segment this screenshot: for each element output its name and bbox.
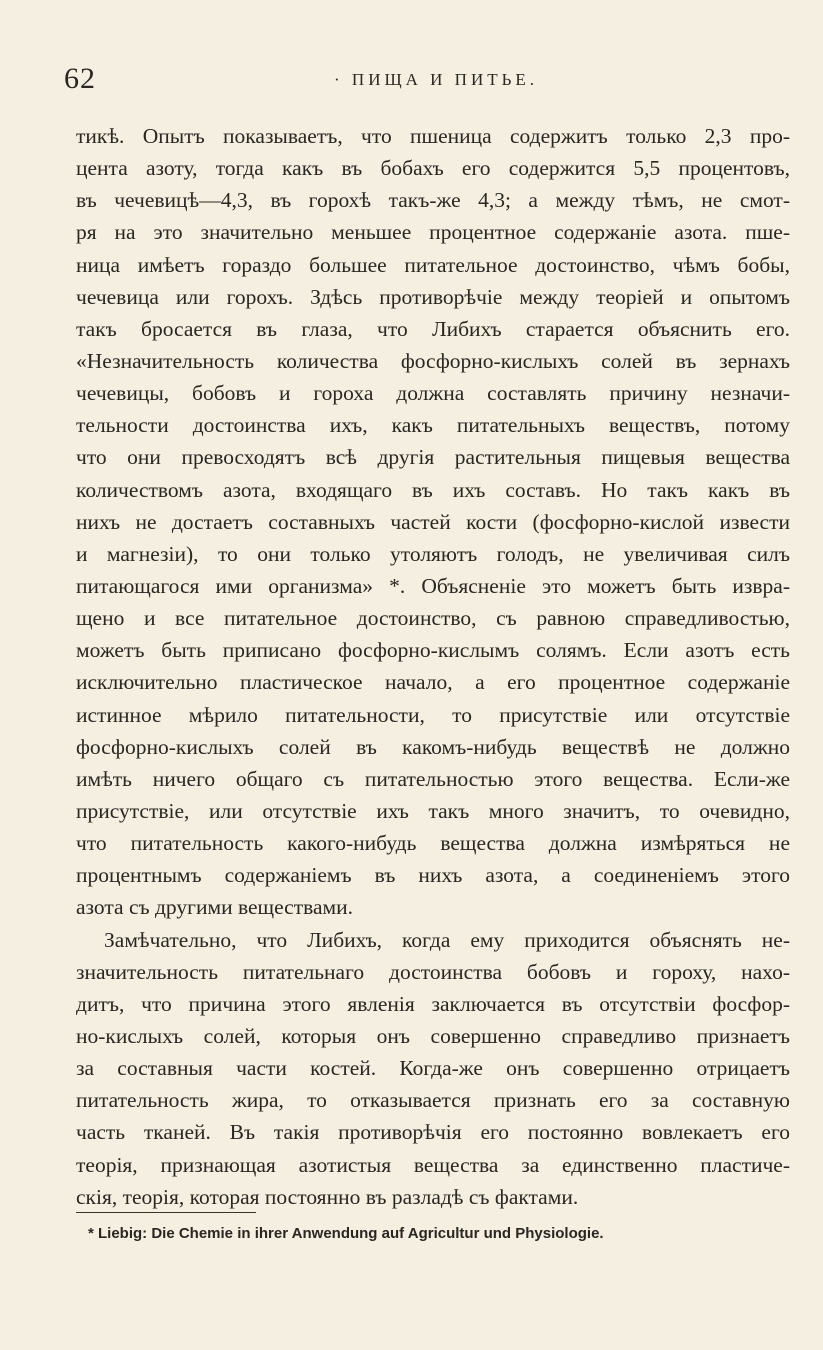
text-line: «Незначительность количества фосфорно-кислыхъ солей въ зернахъ xyxy=(76,348,790,373)
text-line: ница имѣетъ гораздо большее питательное достоинство, чѣмъ бобы, xyxy=(76,252,790,277)
text-line: процентнымъ содержаніемъ въ нихъ азота, а соединеніемъ этого xyxy=(76,863,790,888)
text-line: имѣть ничего общаго съ питательностью этого вещества. Если-же xyxy=(76,766,790,791)
text-line: присутствіе, или отсутствіе ихъ такъ много значитъ, то очевидно, xyxy=(76,798,790,823)
text-line: тикѣ. Опытъ показываетъ, что пшеница содержитъ только 2,3 про- xyxy=(76,124,790,148)
text-line: ря на это значительно меньшее процентное содержаніе азота. пше- xyxy=(76,220,790,245)
text-line: можетъ быть приписано фосфорно-кислымъ солямъ. Если азотъ есть xyxy=(76,638,790,663)
text-line: и магнезіи), то они только утоляютъ голодъ, не увеличивая силъ xyxy=(76,541,790,566)
text-line: за составныя части костей. Когда-же онъ совершенно отрицаетъ xyxy=(76,1056,790,1081)
text-line: Замѣчательно, что Либихъ, когда ему приходится объяснять не- xyxy=(104,927,790,952)
text-line: чечевица или горохъ. Здѣсь противорѣчіе между теоріей и опытомъ xyxy=(76,284,790,309)
body-text xyxy=(76,120,790,1213)
footnote-divider xyxy=(76,1212,256,1213)
text-line: азота съ другими веществами. xyxy=(76,895,353,920)
text-line: но-кислыхъ солей, которыя онъ совершенно справедливо признаетъ xyxy=(76,1023,790,1048)
text-line: теорія, признающая азотистыя вещества за единственно пластиче- xyxy=(76,1152,790,1177)
text-line: фосфорно-кислыхъ солей въ какомъ-нибудь веществѣ не должно xyxy=(76,734,790,759)
text-line: истинное мѣрило питательности, то присутствіе или отсутствіе xyxy=(76,702,790,727)
text-line: что питательность какого-нибудь вещества должна измѣряться не xyxy=(76,831,790,856)
running-title: · ПИЩА И ПИТЬЕ. xyxy=(334,70,539,89)
text-line: нихъ не достаетъ составныхъ частей кости (фосфорно-кислой извести xyxy=(76,509,790,534)
text-line: скія, теорія, которая постоянно въ разладѣ съ фактами. xyxy=(76,1184,579,1209)
paragraph xyxy=(76,924,790,1213)
text-line: щено и все питательное достоинство, съ равною справедливостью, xyxy=(76,606,790,631)
page-header xyxy=(64,62,764,98)
text-line: въ чечевицѣ—4,3, въ горохѣ такъ-же 4,3; а между тѣмъ, не смот- xyxy=(76,188,790,213)
text-line: значительность питательнаго достоинства бобовъ и гороху, нахо- xyxy=(76,959,790,984)
text-line: питательность жира, то отказывается признать его за составную xyxy=(76,1088,790,1113)
text-line: исключительно пластическое начало, а его процентное содержаніе xyxy=(76,670,790,695)
page-number: 62 xyxy=(64,62,96,95)
text-line: дитъ, что причина этого явленія заключается въ отсутствіи фосфор- xyxy=(76,991,790,1016)
text-line: тельности достоинства ихъ, какъ питательныхъ веществъ, потому xyxy=(76,413,790,438)
text-line: цента азоту, тогда какъ въ бобахъ его содержится 5,5 процентовъ, xyxy=(76,156,790,181)
text-line: питающагося ими организма» *. Объясненіе это можетъ быть извра- xyxy=(76,573,790,598)
text-line: чечевицы, бобовъ и гороха должна составлять причину незначи- xyxy=(76,381,790,406)
text-line: часть тканей. Въ такія противорѣчія его постоянно вовлекаетъ его xyxy=(76,1120,790,1145)
text-line: что они превосходятъ всѣ другія растительныя пищевыя вещества xyxy=(76,445,790,470)
footnote: * Liebig: Die Chemie in ihrer Anwendung auf Agricultur und Physiologie. xyxy=(88,1225,604,1242)
text-line: количествомъ азота, входящаго въ ихъ составъ. Но такъ какъ въ xyxy=(76,477,790,502)
text-line: такъ бросается въ глаза, что Либихъ старается объяснить его. xyxy=(76,316,790,341)
paragraph xyxy=(76,120,790,924)
